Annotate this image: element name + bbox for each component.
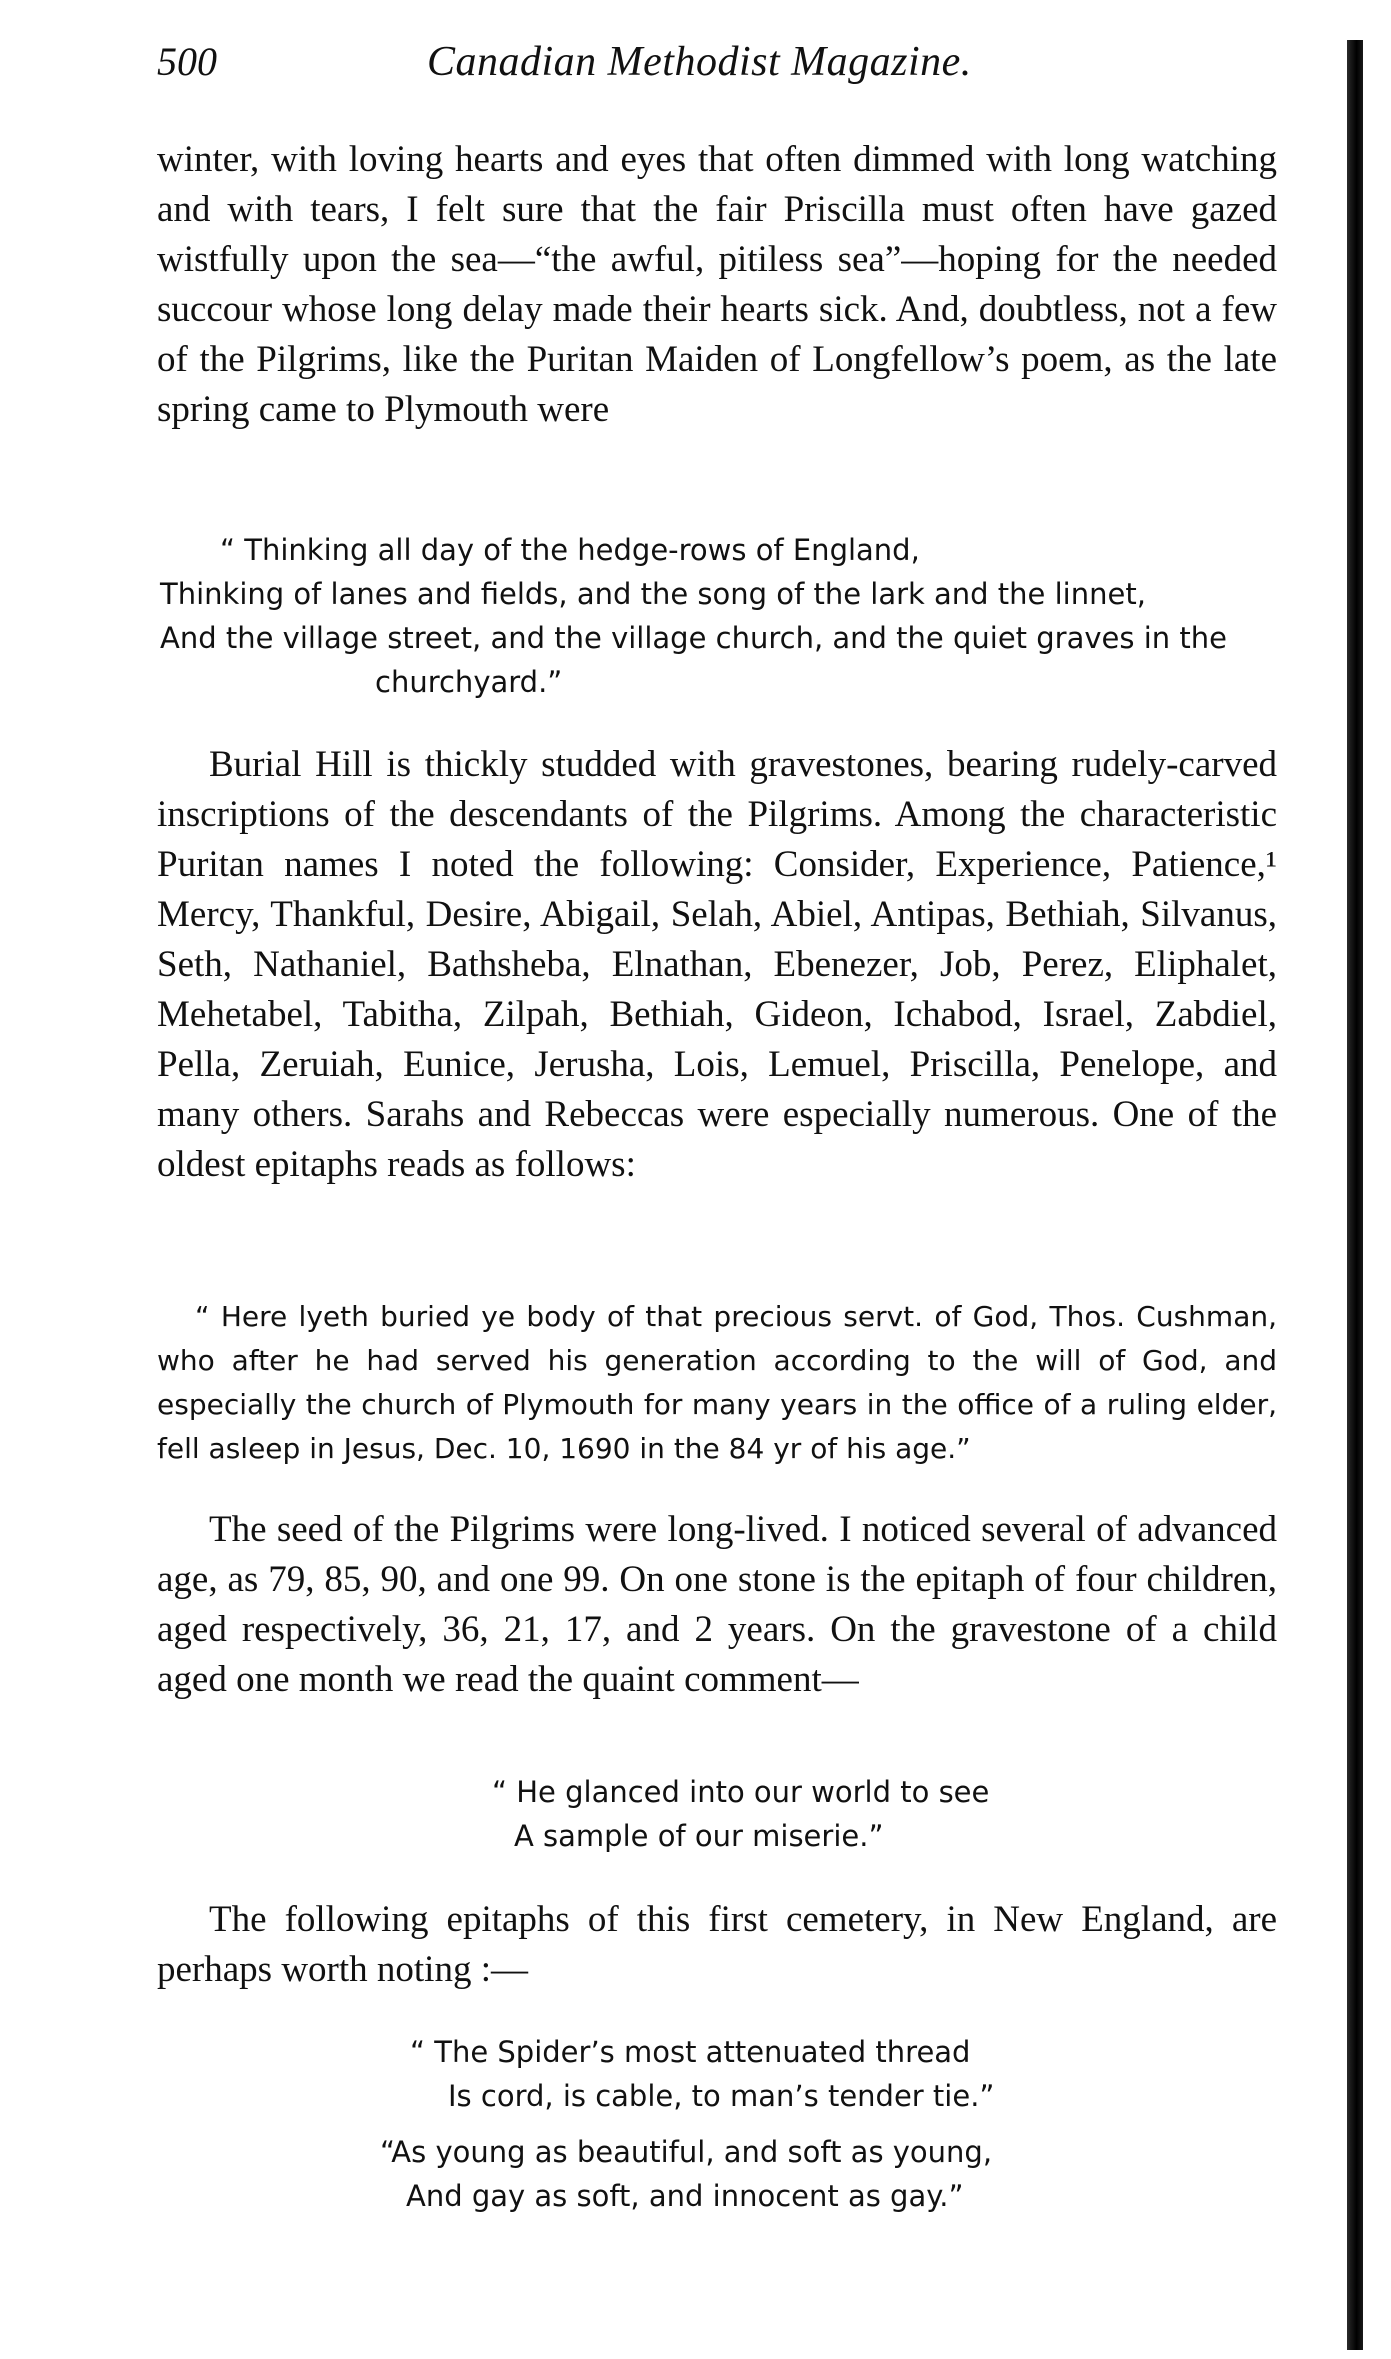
paragraph-long-lived: The seed of the Pilgrims were long-lived. I noticed several of advanced age, as 79, 85, 90, and one 99. On one stone is the epitaph of four children, aged respectively, 36, 21, 17, and 2 years. On the gravestone of a child aged one month we read the quaint comment— (157, 1509, 1277, 1700)
verse-line: Thinking of lanes and fields, and the song of the lark and the linnet, (160, 577, 1146, 611)
running-title: Canadian Methodist Magazine. (427, 39, 972, 85)
verse-line: “ The Spider’s most attenuated thread (410, 2035, 971, 2069)
verse-line: “As young as beautiful, and soft as young, (380, 2135, 993, 2169)
verse-child-epitaph (492, 1770, 1252, 1858)
verse-line: And the village street, and the village church, and the quiet graves in the (160, 621, 1227, 655)
epitaph-cushman: “ Here lyeth buried ye body of that precious servt. of God, Thos. Cushman, who after he had served his generation according to the will of God, and especially the church of Plymouth for many years in the office of a ruling elder, fell asleep in Jesus, Dec. 10, 1690 in the 84 yr of his age.” (157, 1300, 1277, 1465)
paragraph-winter: winter, with loving hearts and eyes that often dimmed with long watching and with tears, I felt sure that the fair Priscilla must often have gazed wistfully upon the sea—“the awful, pitiless sea”—hoping for the needed succour whose long delay made their hearts sick. And, doubtless, not a few of the Pilgrims, like the Puritan Maiden of Longfellow’s poem, as the late spring came to Plymouth were (157, 139, 1277, 430)
page-number: 500 (157, 39, 217, 84)
verse-line: “ Thinking all day of the hedge-rows of England, (220, 533, 920, 567)
verse-line: And gay as soft, and innocent as gay.” (406, 2179, 964, 2213)
verse-line: A sample of our miserie.” (514, 1819, 884, 1853)
verse-longfellow (160, 528, 1280, 704)
verse-young-epitaph (380, 2130, 1260, 2218)
paragraph-following-epitaphs: The following epitaphs of this first cemetery, in New England, are perhaps worth noting :— (157, 1899, 1277, 1990)
verse-line: churchyard.” (375, 665, 563, 699)
paragraph-burial-hill: Burial Hill is thickly studded with gravestones, bearing rudely-carved inscriptions of the descendants of the Pilgrims. Among the characteristic Puritan names I noted the following: Consider, Experience, Patience,¹ Mercy, Thankful, Desire, Abigail, Selah, Abiel, Antipas, Bethiah, Silvanus, Seth, Nathaniel, Bathsheba, Elnathan, Ebenezer, Job, Perez, Eliphalet, Mehetabel, Tabitha, Zilpah, Bethiah, Gideon, Ichabod, Israel, Zabdiel, Pella, Zeruiah, Eunice, Jerusha, Lois, Lemuel, Priscilla, Penelope, and many others. Sarahs and Rebeccas were especially numerous. One of the oldest epitaphs reads as follows: (157, 744, 1277, 1185)
verse-line: Is cord, is cable, to man’s tender tie.” (448, 2079, 995, 2113)
verse-line: “ He glanced into our world to see (492, 1775, 990, 1809)
verse-spider-epitaph (410, 2030, 1270, 2118)
page-header (157, 38, 1277, 98)
page-binding-edge (1347, 40, 1363, 2350)
